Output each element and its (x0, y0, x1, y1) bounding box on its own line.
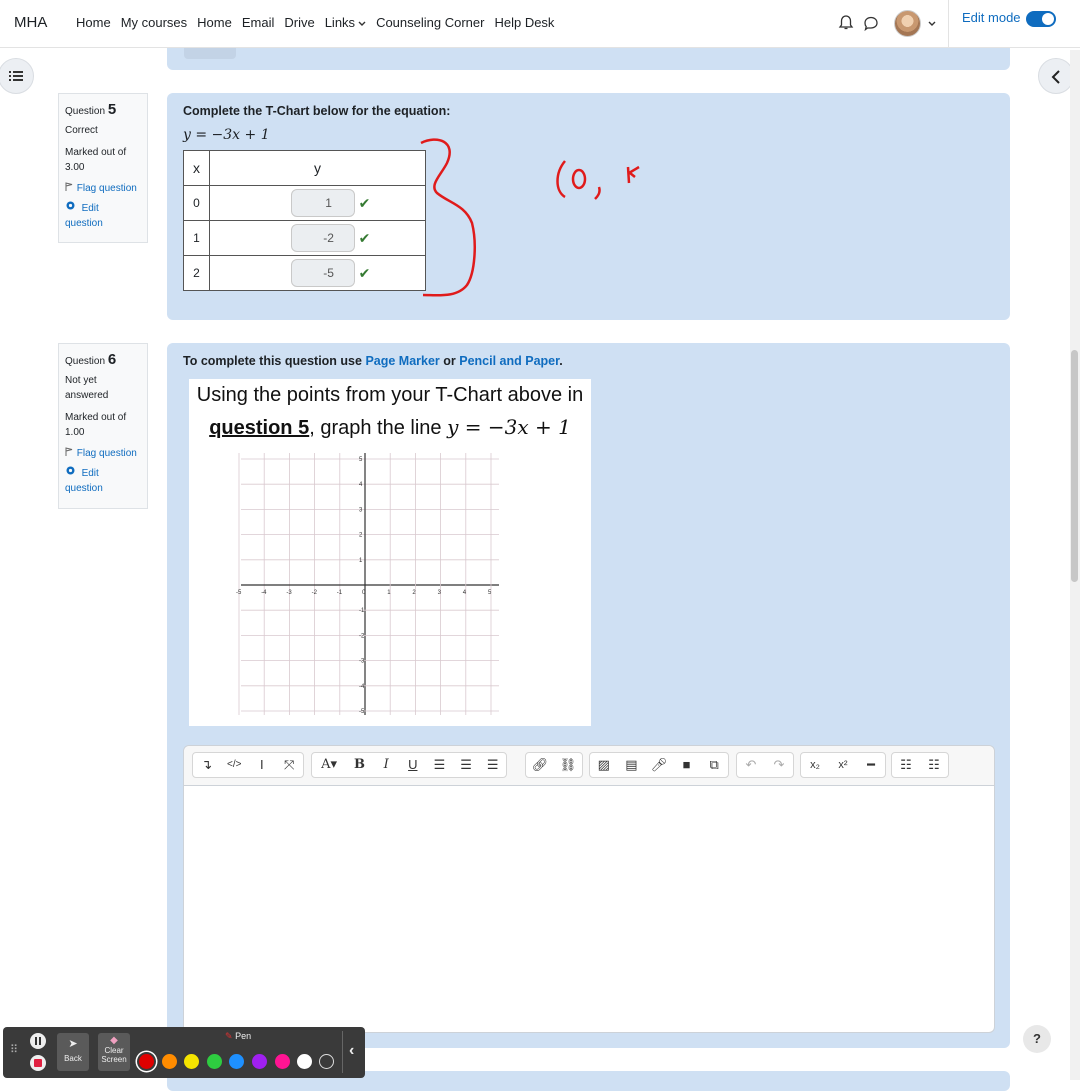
color-swatch[interactable] (184, 1054, 199, 1069)
image-icon[interactable]: ▨ (597, 757, 610, 772)
row-y-cell (210, 256, 426, 291)
pen-annotation-text (167, 93, 168, 94)
toolbar-group-links (525, 752, 583, 778)
question6-marks-label: Marked out of (65, 412, 127, 423)
italic-button[interactable]: I (383, 757, 389, 772)
user-avatar[interactable] (894, 10, 921, 37)
pen-mode-label (225, 1031, 251, 1042)
toolbar-group-history (736, 752, 794, 778)
chevron-left-icon (1051, 70, 1061, 84)
header-y: y (210, 151, 426, 186)
divider (948, 0, 949, 48)
header-x: x (184, 151, 210, 186)
question5-info (58, 93, 148, 243)
bold-button[interactable]: B (354, 757, 366, 772)
question-number: 5 (107, 101, 117, 118)
transparent-color-swatch[interactable] (319, 1054, 334, 1069)
answer-input[interactable]: -2 (291, 224, 355, 252)
nav-drive[interactable]: Drive (284, 15, 315, 30)
question5-marks-label: Marked out of (65, 147, 127, 158)
gear-icon (65, 200, 76, 211)
prompt-text: . (559, 354, 563, 368)
clear-label-1: Clear (104, 1046, 124, 1055)
prompt-text: or (439, 354, 460, 368)
row-y-cell (210, 186, 426, 221)
y-tick-label: 2 (359, 532, 363, 539)
drag-handle-icon[interactable]: ⠿ (10, 1044, 19, 1056)
fullscreen-icon[interactable]: ⤧ (284, 757, 295, 772)
question5-flag[interactable] (65, 181, 141, 196)
top-navbar (0, 0, 1080, 48)
question-label: Question (65, 356, 106, 367)
primary-navigation (76, 15, 564, 30)
color-swatch[interactable] (297, 1054, 312, 1069)
nav-email[interactable]: Email (241, 15, 275, 30)
x-tick-label: -1 (336, 590, 343, 596)
row-y-cell (210, 221, 426, 256)
x-tick-label: -3 (286, 590, 292, 596)
record-audio-icon[interactable]: 🎤︎ (650, 757, 668, 772)
x-tick-label: 0 (362, 590, 366, 596)
flag-label: Flag question (76, 448, 137, 459)
answer-input[interactable]: -5 (291, 259, 355, 287)
edit-mode-toggle[interactable] (1026, 11, 1056, 27)
y-tick-label: -5 (359, 709, 365, 715)
color-swatch[interactable] (252, 1054, 267, 1069)
scrollbar-thumb[interactable] (1071, 350, 1078, 582)
nav-counseling-corner[interactable]: Counseling Corner (376, 15, 485, 30)
align-right-icon[interactable]: ☰ (486, 757, 499, 772)
list-icon (9, 70, 23, 82)
toolbar-group-lists (891, 752, 949, 778)
y-tick-label: 3 (359, 507, 363, 514)
color-swatch[interactable] (162, 1054, 177, 1069)
html-source-icon[interactable]: </> (227, 759, 242, 770)
color-swatch[interactable] (139, 1054, 154, 1069)
x-tick-label: -5 (236, 590, 242, 596)
question6-info (58, 343, 148, 509)
question6-state-2: answered (65, 390, 109, 401)
table-row (184, 221, 426, 256)
flag-label: Flag question (76, 183, 137, 194)
y-tick-label: 5 (359, 457, 363, 463)
user-menu-chevron-icon[interactable] (928, 21, 936, 27)
horizontal-rule-icon[interactable]: ━ (867, 757, 875, 772)
toolbar-group-script (800, 752, 886, 778)
x-tick-label: 4 (462, 590, 467, 596)
image-title-mid: , graph the line (309, 417, 448, 439)
y-tick-label: -1 (359, 608, 365, 615)
question5-prompt: Complete the T-Chart below for the equation: (183, 104, 451, 118)
edit-label-1: Edit (81, 468, 99, 479)
edit-label-2: question (65, 483, 103, 494)
bullet-list-icon[interactable]: ☷ (900, 757, 912, 772)
back-label: Back (64, 1054, 82, 1063)
question6-marks-value: 1.00 (65, 427, 85, 438)
y-tick-label: -4 (359, 683, 365, 690)
row-x: 2 (184, 256, 210, 291)
unlink-icon[interactable]: ⛓︎ (559, 757, 577, 772)
x-tick-label: -4 (261, 590, 267, 596)
table-row (184, 186, 426, 221)
flag-icon (65, 447, 74, 456)
format-label: A (321, 757, 331, 772)
row-x: 1 (184, 221, 210, 256)
chat-icon[interactable] (862, 14, 880, 32)
pen-label: Pen (235, 1031, 252, 1041)
manage-files-icon[interactable]: ⧉ (709, 757, 719, 772)
back-button[interactable] (57, 1033, 89, 1071)
x-tick-label: 1 (387, 590, 391, 596)
y-tick-label: 1 (359, 557, 363, 564)
flag-icon (65, 182, 74, 191)
align-left-icon[interactable]: ☰ (433, 757, 446, 772)
table-row (184, 256, 426, 291)
nav-links[interactable] (325, 15, 366, 30)
image-title-line1: Using the points from your T-Chart above in (196, 384, 584, 406)
paragraph-format-button[interactable]: A▾ (321, 757, 338, 772)
nav-home[interactable]: Home (76, 15, 111, 30)
subscript-button[interactable]: x₂ (810, 759, 820, 771)
rich-text-editor (183, 745, 995, 1033)
edit-label-1: Edit (81, 203, 99, 214)
color-swatch[interactable] (229, 1054, 244, 1069)
x-tick-label: 2 (412, 590, 416, 596)
pen-icon: ✎ (225, 1031, 233, 1041)
pencil-paper-link[interactable]: Pencil and Paper (459, 354, 560, 368)
pause-icon[interactable] (30, 1033, 46, 1049)
color-swatch[interactable] (275, 1054, 290, 1069)
question5-edit[interactable] (65, 200, 141, 231)
numbered-list-icon[interactable]: ☷ (928, 757, 940, 772)
x-tick-label: 3 (437, 590, 441, 596)
bell-icon[interactable] (837, 14, 855, 32)
superscript-button[interactable]: x² (838, 759, 848, 771)
question6-state-1: Not yet (65, 375, 97, 386)
editor-content-area[interactable] (184, 786, 994, 1032)
question6-edit[interactable] (65, 465, 141, 496)
cursor-icon: ➤ (68, 1038, 78, 1050)
page-marker-link[interactable]: Page Marker (365, 354, 440, 368)
toolbar-group-view (192, 752, 304, 778)
coordinate-grid (236, 453, 501, 715)
toolbar-group-format (311, 752, 507, 778)
t-chart-table (183, 150, 426, 291)
edit-mode-label: Edit mode (962, 10, 1021, 25)
nav-my-courses[interactable]: My courses (120, 15, 188, 30)
image-title-equation: y = −3x + 1 (447, 415, 571, 439)
nav-help-desk[interactable]: Help Desk (494, 15, 555, 30)
toolbar-group-media (589, 752, 729, 778)
question-label: Question (65, 106, 106, 117)
chevron-down-icon (358, 21, 366, 27)
answer-input[interactable]: 1 (291, 189, 355, 217)
question6-flag[interactable] (65, 446, 141, 461)
check-icon: ✔ (358, 229, 371, 246)
course-index-toggle[interactable] (0, 58, 34, 94)
x-tick-label: 5 (488, 590, 492, 596)
stop-icon[interactable] (30, 1055, 46, 1071)
underline-button[interactable]: U (408, 757, 418, 772)
pen-annotation-bracket (417, 133, 657, 303)
row-x: 0 (184, 186, 210, 221)
editor-toolbar (184, 746, 994, 786)
eraser-icon: ◆ (110, 1035, 118, 1046)
x-tick-label: -2 (311, 590, 317, 596)
question5-marks-value: 3.00 (65, 162, 85, 173)
nav-home-2[interactable]: Home (197, 15, 232, 30)
collapse-chevron-icon[interactable]: ‹ (349, 1042, 355, 1059)
pen-toolbar (3, 1027, 365, 1078)
y-tick-label: 4 (359, 482, 363, 489)
edit-label-2: question (65, 218, 103, 229)
table-header-row (184, 151, 426, 186)
check-icon: ✔ (358, 264, 371, 281)
question5-state: Correct (65, 125, 98, 136)
question5-number (65, 102, 141, 119)
y-tick-label: -2 (359, 633, 365, 640)
image-title-line2 (189, 411, 591, 444)
undo-icon[interactable]: ↶ (745, 757, 757, 772)
site-brand[interactable]: MHA (14, 14, 48, 31)
clear-screen-button[interactable] (98, 1033, 130, 1071)
nav-links-label: Links (324, 15, 356, 30)
toolbar-toggle-icon[interactable]: ↴ (201, 757, 213, 772)
color-swatch[interactable] (207, 1054, 222, 1069)
graph-image (189, 379, 591, 726)
link-icon[interactable]: 🔗︎ (531, 757, 549, 772)
divider (342, 1031, 343, 1073)
gear-icon (65, 465, 76, 476)
image-title-question-ref: question 5 (209, 417, 310, 439)
y-tick-label: -3 (359, 658, 365, 665)
block-drawer-toggle[interactable] (1038, 58, 1074, 94)
media-icon[interactable]: ▤ (625, 757, 638, 772)
redo-icon[interactable]: ↷ (773, 757, 785, 772)
question6-number (65, 352, 141, 369)
question6-prompt (183, 354, 563, 368)
record-video-icon[interactable]: ■ (682, 757, 691, 772)
question5-equation: y = −3x + 1 (183, 127, 270, 143)
prompt-text: To complete this question use (183, 354, 366, 368)
help-button[interactable]: ? (1023, 1025, 1051, 1053)
align-center-icon[interactable]: ☰ (460, 757, 472, 772)
check-icon: ✔ (358, 194, 371, 211)
clear-label-2: Screen (101, 1055, 127, 1064)
text-cursor-icon[interactable]: I (259, 757, 264, 772)
question-number: 6 (107, 351, 117, 368)
